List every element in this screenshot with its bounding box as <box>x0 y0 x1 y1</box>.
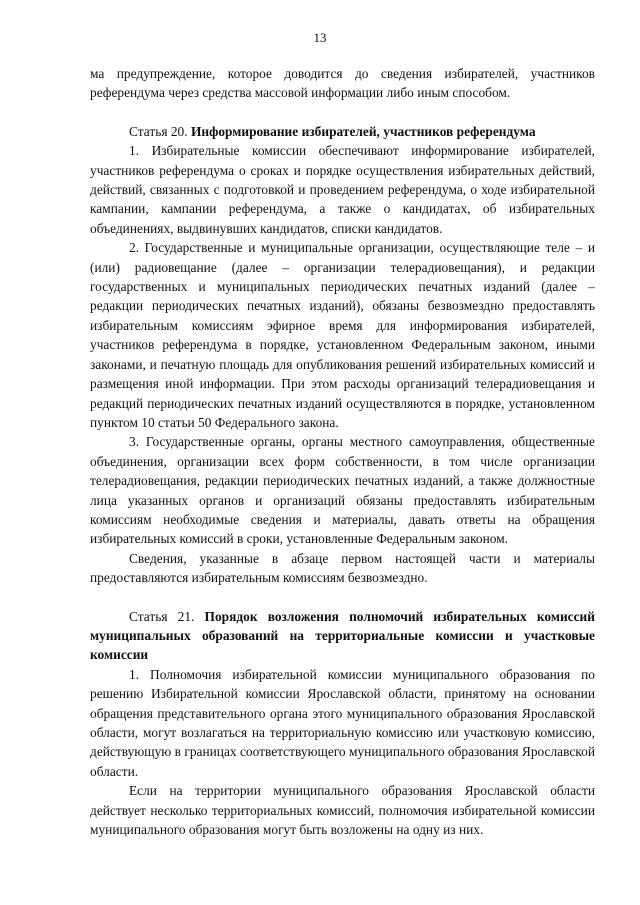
article-21-paragraph-2: Если на территории муниципального образования Ярославской области действует несколько территориальных комиссий, полномочия избирательной комиссии муниципального образования могут быть возложены на одну из них. <box>90 783 595 838</box>
article-21-heading <box>90 607 595 665</box>
article-20-paragraph-4: Сведения, указанные в абзаце первом настоящей части и материалы предоставляются избирательным комиссиям безвозмездно. <box>90 550 595 586</box>
article-21-title: Порядок возложения полномочий избирательных комиссий муниципальных образований на территориальные комиссии и участковые комиссии <box>90 608 595 663</box>
article-20-paragraph-2: 2. Государственные и муниципальные организации, осуществляющие теле – и (или) радиовещание (далее – организации телерадиовещания), и редакции государственных и муниципальных периодических печатных изданий (далее – редакции периодических печатных изданий), обязаны безвозмездно предоставлять избирательным комиссиям эфирное время для информирования избирателей, участников референдума в порядке, установленном Федеральным законом, иными законами, и печатную площадь для опубликования решений избирательных комиссий и размещения иной информации. При этом расходы организаций телерадиовещания и редакций периодических печатных изданий осуществляются в порядке, установленном пунктом 10 статьи 50 Федерального закона. <box>90 240 595 430</box>
article-20-title: Информирование избирателей, участников референдума <box>190 123 536 139</box>
page-number: 13 <box>313 30 327 45</box>
article-20-label: Статья 20. <box>129 123 188 139</box>
article-20-paragraph-3: 3. Государственные органы, органы местного самоуправления, общественные объединения, организации всех форм собственности, в том числе организации телерадиовещания, редакции периодических печатных изданий, а также должностные лица указанных органов и организаций обязаны предоставлять избирательным комиссиям необходимые сведения и материалы, давать ответы на обращения избирательных комиссий в сроки, установленные Федеральным законом. <box>90 434 595 547</box>
spacer <box>90 103 595 122</box>
article-21-label: Статья 21. <box>129 608 195 624</box>
article-21-paragraph-1: 1. Полномочия избирательной комиссии муниципального образования по решению Избирательной комиссии Ярославской области, принятому на основании обращения представительного органа этого муниципального образования Ярославской области, могут возлагаться на территориальную комиссию или участковую комиссию, действующую в границах соответствующего муниципального образования Ярославской области. <box>90 666 595 779</box>
document-body <box>90 64 595 839</box>
article-20-paragraph-1: 1. Избирательные комиссии обеспечивают информирование избирателей, участников референдума о сроках и порядке осуществления избирательных действий, действий, связанных с подготовкой и проведением референдума, о ходе избирательной кампании, кампании референдума, а также о кандидатах, об избирательных объединениях, выдвинувших кандидатов, списки кандидатов. <box>90 143 595 236</box>
spacer <box>90 588 595 607</box>
intro-paragraph: ма предупреждение, которое доводится до сведения избирателей, участников референдума через средства массовой информации либо иным способом. <box>90 66 595 101</box>
article-20-heading <box>90 122 595 141</box>
